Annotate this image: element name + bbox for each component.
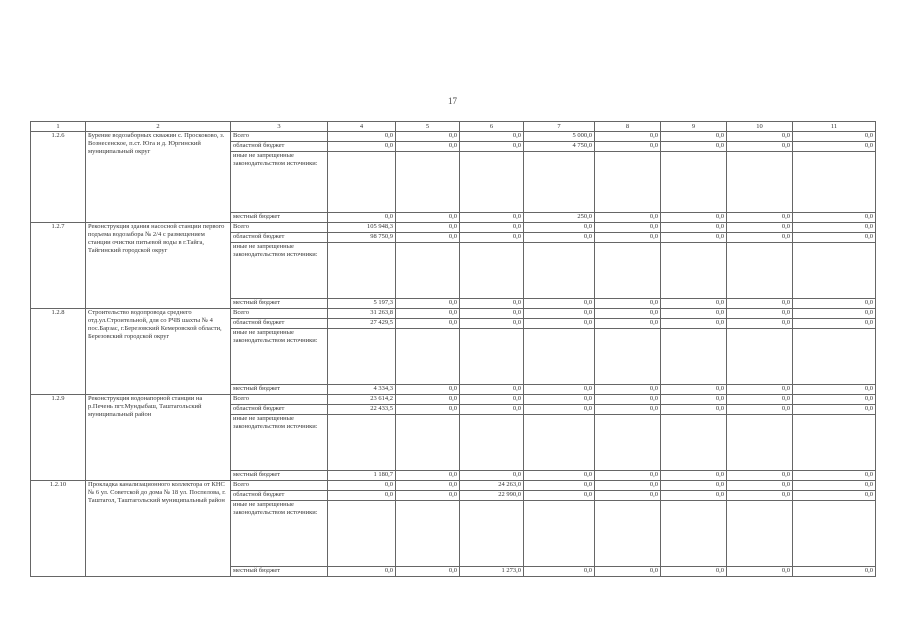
amount-cell (793, 152, 876, 213)
amount-cell: 0,0 (727, 233, 793, 243)
amount-cell: 0,0 (661, 471, 727, 481)
amount-cell (661, 152, 727, 213)
amount-cell (727, 152, 793, 213)
amount-cell: 0,0 (396, 223, 460, 233)
amount-cell: 0,0 (460, 319, 524, 329)
column-header: 11 (793, 122, 876, 132)
amount-cell: 0,0 (328, 213, 396, 223)
table-body (31, 132, 876, 577)
amount-cell: 0,0 (661, 233, 727, 243)
amount-cell: 0,0 (595, 142, 661, 152)
amount-cell: 0,0 (396, 142, 460, 152)
funding-source-label: Всего (231, 309, 328, 319)
amount-cell: 0,0 (328, 481, 396, 491)
amount-cell: 0,0 (727, 491, 793, 501)
amount-cell: 0,0 (595, 319, 661, 329)
amount-cell: 23 614,2 (328, 395, 396, 405)
amount-cell: 0,0 (524, 319, 595, 329)
amount-cell: 0,0 (460, 385, 524, 395)
amount-cell (396, 329, 460, 385)
amount-cell: 0,0 (661, 213, 727, 223)
amount-cell: 0,0 (524, 567, 595, 577)
amount-cell: 0,0 (727, 213, 793, 223)
amount-cell (595, 501, 661, 567)
amount-cell: 0,0 (396, 491, 460, 501)
amount-cell (727, 415, 793, 471)
amount-cell: 0,0 (595, 405, 661, 415)
amount-cell (661, 415, 727, 471)
amount-cell: 0,0 (524, 395, 595, 405)
amount-cell: 0,0 (595, 213, 661, 223)
amount-cell (524, 329, 595, 385)
amount-cell: 0,0 (396, 405, 460, 415)
amount-cell: 0,0 (396, 213, 460, 223)
amount-cell: 0,0 (595, 299, 661, 309)
item-description: Бурение водозаборных скважин с. Проскоково, з. Вознесенское, п.ст. Юга и д. Юргинский муниципальный округ (86, 132, 231, 223)
amount-cell: 0,0 (328, 142, 396, 152)
amount-cell: 0,0 (793, 395, 876, 405)
amount-cell: 0,0 (661, 299, 727, 309)
amount-cell: 0,0 (595, 395, 661, 405)
amount-cell (396, 415, 460, 471)
amount-cell: 0,0 (328, 132, 396, 142)
amount-cell: 0,0 (396, 132, 460, 142)
amount-cell: 0,0 (661, 491, 727, 501)
amount-cell: 0,0 (460, 132, 524, 142)
column-header: 10 (727, 122, 793, 132)
table-row (31, 132, 876, 142)
amount-cell (793, 415, 876, 471)
amount-cell: 1 273,0 (460, 567, 524, 577)
amount-cell: 0,0 (727, 132, 793, 142)
amount-cell (328, 415, 396, 471)
amount-cell: 0,0 (727, 471, 793, 481)
amount-cell: 5 000,0 (524, 132, 595, 142)
amount-cell: 0,0 (793, 233, 876, 243)
amount-cell: 0,0 (793, 213, 876, 223)
amount-cell: 0,0 (661, 481, 727, 491)
amount-cell: 0,0 (661, 309, 727, 319)
column-header: 4 (328, 122, 396, 132)
funding-source-label: областной бюджет (231, 491, 328, 501)
amount-cell (460, 415, 524, 471)
amount-cell: 0,0 (661, 385, 727, 395)
amount-cell: 250,0 (524, 213, 595, 223)
funding-source-label: иные не запрещенные законодательством источники: (231, 243, 328, 299)
amount-cell (595, 329, 661, 385)
amount-cell (396, 501, 460, 567)
amount-cell: 0,0 (460, 309, 524, 319)
column-header: 7 (524, 122, 595, 132)
amount-cell (524, 243, 595, 299)
amount-cell: 0,0 (793, 405, 876, 415)
amount-cell: 0,0 (524, 471, 595, 481)
column-header: 5 (396, 122, 460, 132)
amount-cell (661, 501, 727, 567)
amount-cell: 22 990,0 (460, 491, 524, 501)
amount-cell: 4 334,3 (328, 385, 396, 395)
amount-cell (661, 243, 727, 299)
amount-cell: 0,0 (595, 132, 661, 142)
funding-source-label: иные не запрещенные законодательством источники: (231, 329, 328, 385)
item-description: Прокладка канализационного коллектора от КНС № 6 ул. Советской до дома № 18 ул. Поспелова, г. Таштагол, Таштагольский муниципальный район (86, 481, 231, 577)
table-row (31, 395, 876, 405)
funding-source-label: местный бюджет (231, 567, 328, 577)
item-code: 1.2.6 (31, 132, 86, 223)
amount-cell (793, 329, 876, 385)
amount-cell: 0,0 (396, 319, 460, 329)
amount-cell: 0,0 (661, 319, 727, 329)
amount-cell (727, 243, 793, 299)
amount-cell (595, 415, 661, 471)
amount-cell (460, 329, 524, 385)
item-description: Строительство водопровода среднего отд.ул.Строительной, для со РЧВ шахты № 4 пос.Барзас, г.Березовский Кемеровской области, Березовский городской округ (86, 309, 231, 395)
item-code: 1.2.8 (31, 309, 86, 395)
amount-cell: 0,0 (595, 567, 661, 577)
amount-cell: 0,0 (396, 233, 460, 243)
amount-cell (460, 243, 524, 299)
amount-cell: 0,0 (396, 567, 460, 577)
amount-cell: 0,0 (595, 309, 661, 319)
amount-cell: 0,0 (793, 385, 876, 395)
item-description: Реконструкция здания насосной станции первого подъема водозабора № 2/4 с размещением станции очистки питьевой воды в г.Тайга, Тайгинский городской округ (86, 223, 231, 309)
amount-cell: 4 750,0 (524, 142, 595, 152)
amount-cell (396, 152, 460, 213)
amount-cell: 0,0 (793, 299, 876, 309)
table-row (31, 223, 876, 233)
amount-cell (793, 243, 876, 299)
amount-cell: 0,0 (727, 319, 793, 329)
amount-cell (328, 243, 396, 299)
amount-cell (328, 152, 396, 213)
amount-cell: 0,0 (524, 299, 595, 309)
amount-cell: 24 263,0 (460, 481, 524, 491)
amount-cell (727, 329, 793, 385)
amount-cell: 0,0 (460, 213, 524, 223)
amount-cell (524, 415, 595, 471)
item-code: 1.2.10 (31, 481, 86, 577)
column-header: 3 (231, 122, 328, 132)
amount-cell: 27 429,5 (328, 319, 396, 329)
item-description: Реконструкция водонапорной станции на р.Печень пгт.Мундыбаш, Таштагольский муниципальный район (86, 395, 231, 481)
amount-cell: 0,0 (661, 132, 727, 142)
amount-cell (661, 329, 727, 385)
item-code: 1.2.7 (31, 223, 86, 309)
amount-cell: 0,0 (727, 395, 793, 405)
funding-source-label: местный бюджет (231, 213, 328, 223)
funding-source-label: областной бюджет (231, 142, 328, 152)
funding-source-label: Всего (231, 223, 328, 233)
column-header: 9 (661, 122, 727, 132)
amount-cell: 0,0 (396, 481, 460, 491)
amount-cell: 0,0 (524, 233, 595, 243)
amount-cell (524, 152, 595, 213)
amount-cell: 0,0 (793, 491, 876, 501)
amount-cell: 0,0 (727, 142, 793, 152)
funding-source-label: областной бюджет (231, 233, 328, 243)
amount-cell: 0,0 (595, 223, 661, 233)
amount-cell: 0,0 (595, 233, 661, 243)
amount-cell: 0,0 (460, 142, 524, 152)
amount-cell: 1 180,7 (328, 471, 396, 481)
amount-cell: 0,0 (328, 567, 396, 577)
column-header: 8 (595, 122, 661, 132)
amount-cell: 0,0 (793, 471, 876, 481)
amount-cell: 0,0 (793, 132, 876, 142)
amount-cell: 0,0 (524, 481, 595, 491)
amount-cell (595, 152, 661, 213)
column-header: 2 (86, 122, 231, 132)
funding-source-label: областной бюджет (231, 405, 328, 415)
amount-cell: 0,0 (396, 471, 460, 481)
amount-cell (793, 501, 876, 567)
amount-cell: 0,0 (727, 309, 793, 319)
funding-source-label: местный бюджет (231, 299, 328, 309)
amount-cell: 0,0 (727, 223, 793, 233)
funding-source-label: иные не запрещенные законодательством источники: (231, 152, 328, 213)
funding-source-label: Всего (231, 481, 328, 491)
amount-cell: 0,0 (396, 309, 460, 319)
amount-cell: 98 750,9 (328, 233, 396, 243)
amount-cell: 0,0 (396, 385, 460, 395)
page-number: 17 (448, 96, 457, 106)
amount-cell: 0,0 (524, 309, 595, 319)
amount-cell: 22 433,5 (328, 405, 396, 415)
funding-source-label: иные не запрещенные законодательством источники: (231, 415, 328, 471)
table-row (31, 481, 876, 491)
funding-source-label: местный бюджет (231, 385, 328, 395)
amount-cell: 0,0 (328, 491, 396, 501)
amount-cell: 0,0 (595, 491, 661, 501)
amount-cell (727, 501, 793, 567)
amount-cell: 0,0 (524, 491, 595, 501)
column-header: 6 (460, 122, 524, 132)
column-header: 1 (31, 122, 86, 132)
amount-cell: 0,0 (460, 471, 524, 481)
amount-cell: 0,0 (727, 567, 793, 577)
amount-cell: 0,0 (727, 481, 793, 491)
amount-cell: 0,0 (460, 223, 524, 233)
amount-cell (595, 243, 661, 299)
amount-cell: 0,0 (793, 567, 876, 577)
amount-cell: 0,0 (595, 385, 661, 395)
amount-cell: 0,0 (661, 395, 727, 405)
amount-cell: 105 948,3 (328, 223, 396, 233)
amount-cell (460, 501, 524, 567)
funding-source-label: областной бюджет (231, 319, 328, 329)
amount-cell: 0,0 (727, 385, 793, 395)
amount-cell: 0,0 (793, 481, 876, 491)
amount-cell: 0,0 (460, 299, 524, 309)
funding-source-label: иные не запрещенные законодательством источники: (231, 501, 328, 567)
amount-cell: 0,0 (595, 471, 661, 481)
funding-source-label: Всего (231, 132, 328, 142)
amount-cell: 0,0 (460, 405, 524, 415)
amount-cell (460, 152, 524, 213)
amount-cell: 0,0 (661, 405, 727, 415)
amount-cell: 0,0 (524, 385, 595, 395)
table-row (31, 309, 876, 319)
amount-cell: 0,0 (595, 481, 661, 491)
amount-cell: 0,0 (661, 567, 727, 577)
header-row (31, 122, 876, 132)
amount-cell (524, 501, 595, 567)
amount-cell (396, 243, 460, 299)
amount-cell: 0,0 (793, 319, 876, 329)
amount-cell: 0,0 (793, 223, 876, 233)
amount-cell (328, 501, 396, 567)
amount-cell (328, 329, 396, 385)
funding-source-label: Всего (231, 395, 328, 405)
amount-cell: 0,0 (793, 309, 876, 319)
amount-cell: 0,0 (524, 223, 595, 233)
amount-cell: 5 197,3 (328, 299, 396, 309)
amount-cell: 0,0 (396, 299, 460, 309)
amount-cell: 0,0 (661, 142, 727, 152)
item-code: 1.2.9 (31, 395, 86, 481)
amount-cell: 0,0 (727, 299, 793, 309)
amount-cell: 0,0 (396, 395, 460, 405)
budget-table (30, 121, 876, 577)
amount-cell: 0,0 (793, 142, 876, 152)
amount-cell: 0,0 (524, 405, 595, 415)
funding-source-label: местный бюджет (231, 471, 328, 481)
amount-cell: 0,0 (661, 223, 727, 233)
amount-cell: 0,0 (460, 395, 524, 405)
amount-cell: 0,0 (727, 405, 793, 415)
amount-cell: 31 263,8 (328, 309, 396, 319)
amount-cell: 0,0 (460, 233, 524, 243)
